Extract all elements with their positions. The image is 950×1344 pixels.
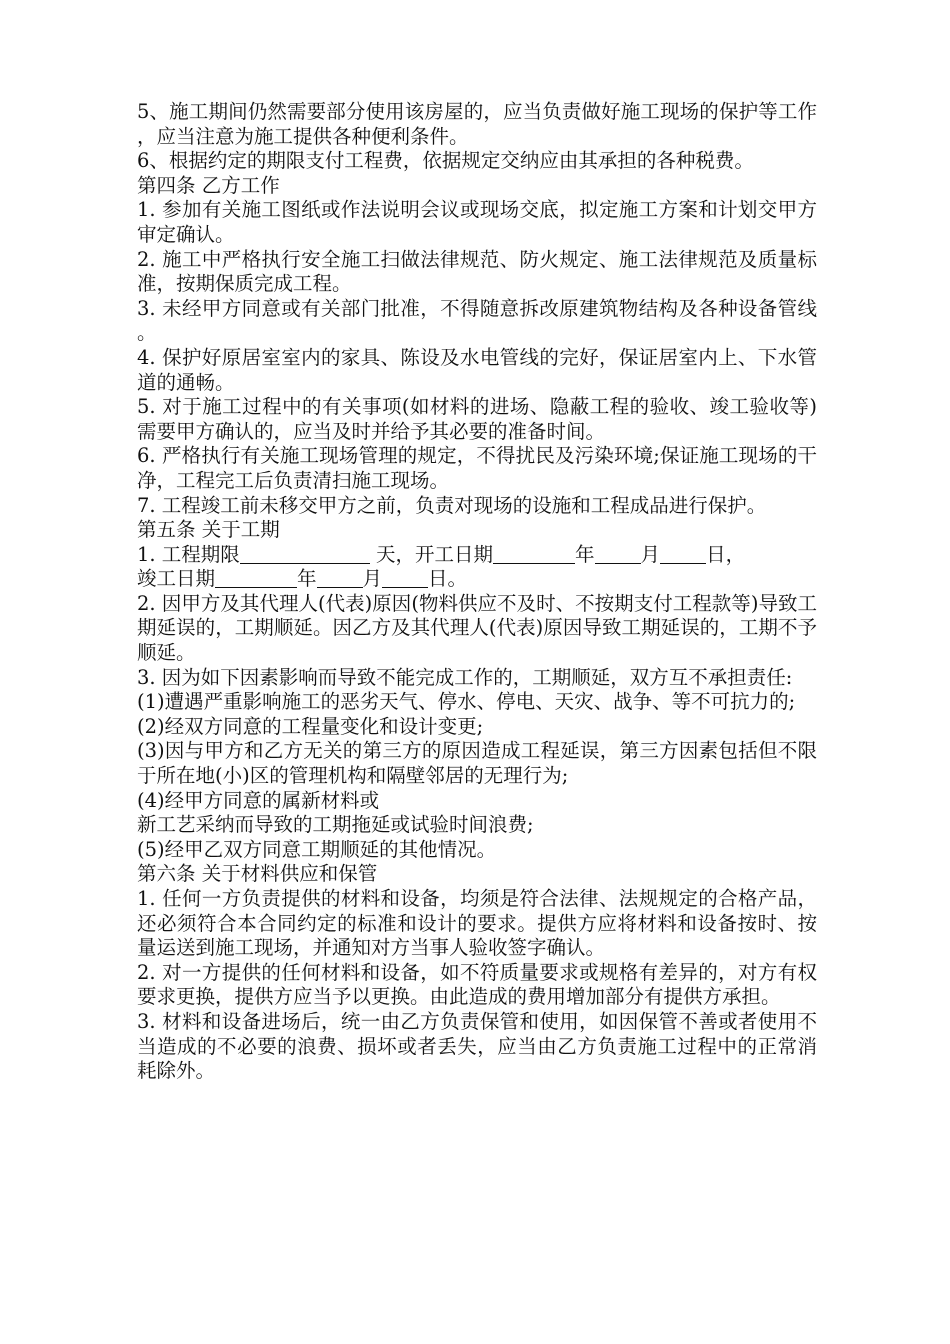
paragraph: 新工艺采纳而导致的工期拖延或试验时间浪费; — [137, 813, 534, 837]
paragraph: 4. 保护好原居室室内的家具、陈设及水电管线的完好，保证居室内上、下水管道的通畅。 — [137, 345, 817, 394]
paragraph: 1. 参加有关施工图纸或作法说明会议或现场交底，拟定施工方案和计划交甲方审定确认。 — [137, 198, 817, 246]
paragraph: 1. 任何一方负责提供的材料和设备，均须是符合法律、法规规定的合格产品，还必须符合本合同约定的标准和设计的要求。提供方应将材料和设备按时、按量运送到施工现场，并通知对方当事人验收签字确认。 — [137, 887, 817, 960]
fill-label-end: 竣工日期 — [137, 567, 216, 591]
paragraph: 5、施工期间仍然需要部分使用该房屋的，应当负责做好施工现场的保护等工作，应当注意为施工提供各种便利条件。 — [137, 100, 817, 148]
blank-start-year[interactable] — [493, 545, 575, 564]
paragraph: 2. 对一方提供的任何材料和设备，如不符质量要求或规格有差异的，对方有权要求更换，提供方应当予以更换。由此造成的费用增加部分有提供方承担。 — [137, 960, 817, 1009]
fill-label-day: 日， — [706, 542, 746, 566]
paragraph: 6、根据约定的期限支付工程费，依据规定交纳应由其承担的各种税费。 — [137, 149, 754, 173]
blank-end-month[interactable] — [317, 569, 363, 588]
paragraph: 5. 对于施工过程中的有关事项(如材料的进场、隐蔽工程的验收、竣工验收等)需要甲方确认的，应当及时并给予其必要的准备时间。 — [137, 395, 817, 443]
document-page — [137, 100, 817, 1084]
blank-end-day[interactable] — [382, 569, 428, 588]
paragraph: (4)经甲方同意的属新材料或 — [137, 788, 380, 812]
fill-label-day-end: 日。 — [428, 567, 468, 591]
fill-label-month2: 月 — [362, 567, 383, 591]
fill-label-days: 天，开工日期 — [376, 542, 494, 566]
paragraph: 3. 材料和设备进场后，统一由乙方负责保管和使用，如因保管不善或者使用不当造成的不必要的浪费、损坏或者丢失，应当由乙方负责施工过程中的正常消耗除外。 — [137, 1009, 817, 1083]
paragraph: (3)因与甲方和乙方无关的第三方的原因造成工程延误，第三方因素包括但不限于所在地(小)区的管理机构和隔壁邻居的无理行为; — [137, 739, 817, 788]
fill-label-year2: 年 — [297, 567, 317, 591]
paragraph: 6. 严格执行有关施工现场管理的规定，不得扰民及污染环境;保证施工现场的干净，工程完工后负责清扫施工现场。 — [137, 444, 817, 492]
paragraph: 3. 因为如下因素影响而导致不能完成工作的，工期顺延，双方互不承担责任: — [137, 665, 793, 689]
paragraph: (5)经甲乙双方同意工期顺延的其他情况。 — [137, 837, 497, 861]
paragraph: (2)经双方同意的工程量变化和设计变更; — [137, 714, 484, 738]
blank-start-day[interactable] — [660, 545, 706, 564]
fill-label-year: 年 — [575, 542, 595, 566]
paragraph: 2. 施工中严格执行安全施工扫做法律规范、防火规定、施工法律规范及质量标准，按期保质完成工程。 — [137, 247, 817, 296]
paragraph: 3. 未经甲方同意或有关部门批准，不得随意拆改原建筑物结构及各种设备管线。 — [137, 296, 817, 345]
fill-label-month: 月 — [640, 542, 661, 566]
paragraph: (1)遭遇严重影响施工的恶劣天气、停水、停电、天灾、战争、等不可抗力的; — [137, 690, 796, 714]
section-heading: 第五条 关于工期 — [137, 518, 280, 542]
section-heading: 第四条 乙方工作 — [137, 173, 280, 197]
paragraph: 7. 工程竣工前未移交甲方之前，负责对现场的设施和工程成品进行保护。 — [137, 493, 767, 517]
blank-start-month[interactable] — [595, 545, 641, 564]
fill-label-term: 1. 工程期限 — [137, 542, 240, 566]
blank-end-year[interactable] — [215, 569, 297, 588]
blank-term-days[interactable] — [240, 545, 370, 564]
fill-in-paragraph — [137, 543, 817, 592]
paragraph: 2. 因甲方及其代理人(代表)原因(物料供应不及时、不按期支付工程款等)导致工期延误的，工期顺延。因乙方及其代理人(代表)原因导致工期延误的，工期不予顺延。 — [137, 591, 817, 665]
section-heading: 第六条 关于材料供应和保管 — [137, 862, 378, 886]
